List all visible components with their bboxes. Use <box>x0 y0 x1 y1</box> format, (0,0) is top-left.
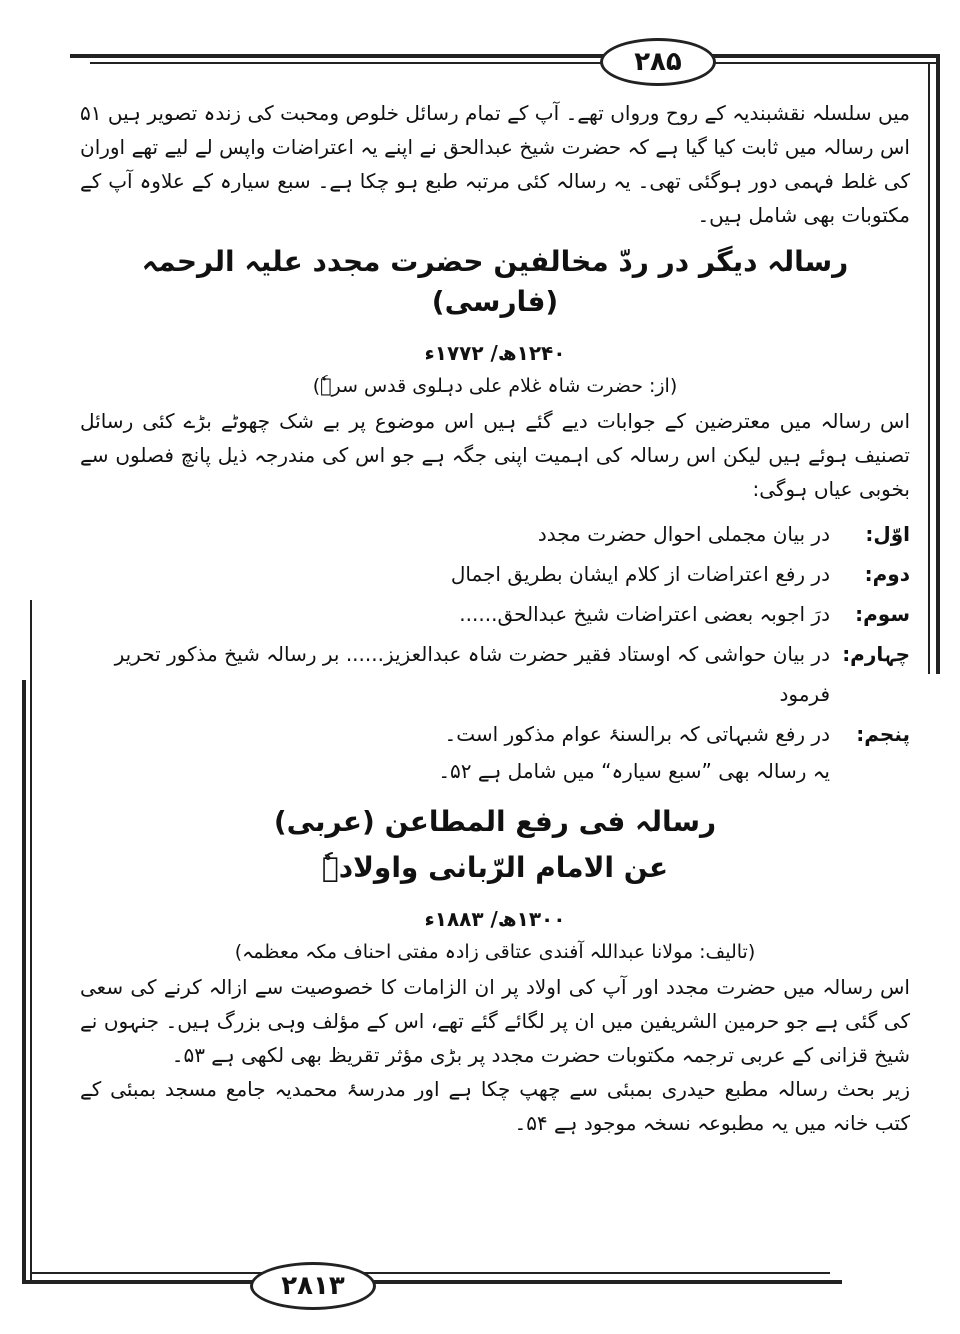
section2-body: اس رسالہ میں حضرت مجدد اور آپ کی اولاد پر ان الزامات کا خصوصیت سے ازالہ کرنے کی سعی کی گئی ہے جو حرمین الشریفین میں ان پر لگائے گئے تھے، اس کے مؤلف وہی بزرگ ہیں۔ جنہوں نے شیخ قزانی کے عربی ترجمہ مکتوبات حضرت مجدد پر بڑی مؤثر تقریظ بھی لکھی ہے ۵۳۔ <box>80 975 910 1067</box>
list-item-label: دوم: <box>864 562 910 586</box>
frame-border-bottom <box>22 1280 842 1284</box>
frame-border-bottom-inner <box>30 1272 830 1274</box>
list-item-text: درَ اجوبہ بعضی اعتراضات شیخ عبدالحق...... <box>459 602 830 626</box>
list-item-label: سوم: <box>855 602 910 626</box>
chapter-list <box>80 514 910 754</box>
list-item-text: در رفع اعتراضات از کلام ایشان بطریق اجمال <box>450 562 830 586</box>
list-item <box>80 634 910 714</box>
section2-subheading: عن الامام الرّبانی واولادہٗ <box>321 851 669 884</box>
frame-border-right-inner <box>928 62 930 674</box>
page-content <box>80 96 910 1140</box>
list-item-text: در رفع شبہاتی کہ برالسنۂ عوام مذکور است۔ <box>444 722 830 746</box>
frame-border-top <box>70 54 940 58</box>
list-item <box>80 514 910 554</box>
section2-author: (تالیف: مولانا عبداللہ آفندی عتاقی زادہ مفتی احناف مکہ معظمہ) <box>234 941 756 963</box>
list-item <box>80 554 910 594</box>
section1-note: یہ رسالہ بھی ”سبع سیارہ“ میں شامل ہے ۵۲۔ <box>438 759 830 783</box>
intro-paragraph: میں سلسلہ نقشبندیہ کے روح ورواں تھے۔ آپ کے تمام رسائل خلوص ومحبت کی زندہ تصویر ہیں ۵۱ اس رسالہ میں ثابت کیا گیا ہے کہ حضرت شیخ عبدالحق نے اپنے یہ اعتراضات واپس لے لیے تھے اوران کی غلط فہمی دور ہوگئی تھی۔ یہ رسالہ کئی مرتبہ طبع ہو چکا ہے۔ سبع سیارہ کے علاوہ آپ کے مکتوبات بھی شامل ہیں۔ <box>80 101 910 227</box>
list-item <box>80 714 910 754</box>
list-item-label: پنجم: <box>856 722 910 746</box>
section1-author: (از: حضرت شاہ غلام علی دہلوی قدس سرہٗ) <box>312 375 678 397</box>
section1-date: ۱۲۴۰ھ/ ۱۷۷۲ء <box>424 341 566 365</box>
frame-border-right <box>936 54 940 674</box>
frame-border-top-inner <box>90 62 940 64</box>
frame-border-left <box>22 680 26 1280</box>
section2-closing: زیر بحث رسالہ مطبع حیدری بمبئی سے چھپ چکا ہے اور مدرسۂ محمدیہ جامع مسجد بمبئی کے کتب خانہ میں یہ مطبوعہ نسخہ موجود ہے ۵۴۔ <box>80 1077 910 1135</box>
frame-border-left-inner <box>30 600 32 1280</box>
list-item-text: در بیان حواشی کہ اوستاد فقیر حضرت شاہ عبدالعزیز...... بر رسالہ شیخ مذکور تحریر فرمود <box>114 642 830 706</box>
section1-heading: رسالہ دیگر در ردّ مخالفین حضرت مجدد علیہ الرحمہ (فارسی) <box>141 245 849 318</box>
section2-heading: رسالہ فی رفع المطاعن (عربی) <box>273 805 717 838</box>
list-item-label: چہارم: <box>842 642 910 666</box>
page-number-top: ۲۸۵ <box>600 38 716 86</box>
list-item <box>80 594 910 634</box>
list-item-label: اوّل: <box>865 522 910 546</box>
section2-date: ۱۳۰۰ھ/ ۱۸۸۳ء <box>424 907 566 931</box>
list-item-text: در بیان مجملی احوال حضرت مجدد <box>537 522 830 546</box>
page-number-bottom: ۲۸۱۳ <box>250 1262 376 1310</box>
section1-body: اس رسالہ میں معترضین کے جوابات دیے گئے ہیں اس موضوع پر بے شک چھوٹے بڑے کئی رسائل تصنیف ہوئے ہیں لیکن اس رسالہ کی اہمیت اپنی جگہ ہے جو اس کی مندرجہ ذیل پانچ فصلوں سے بخوبی عیاں ہوگی: <box>80 409 910 501</box>
